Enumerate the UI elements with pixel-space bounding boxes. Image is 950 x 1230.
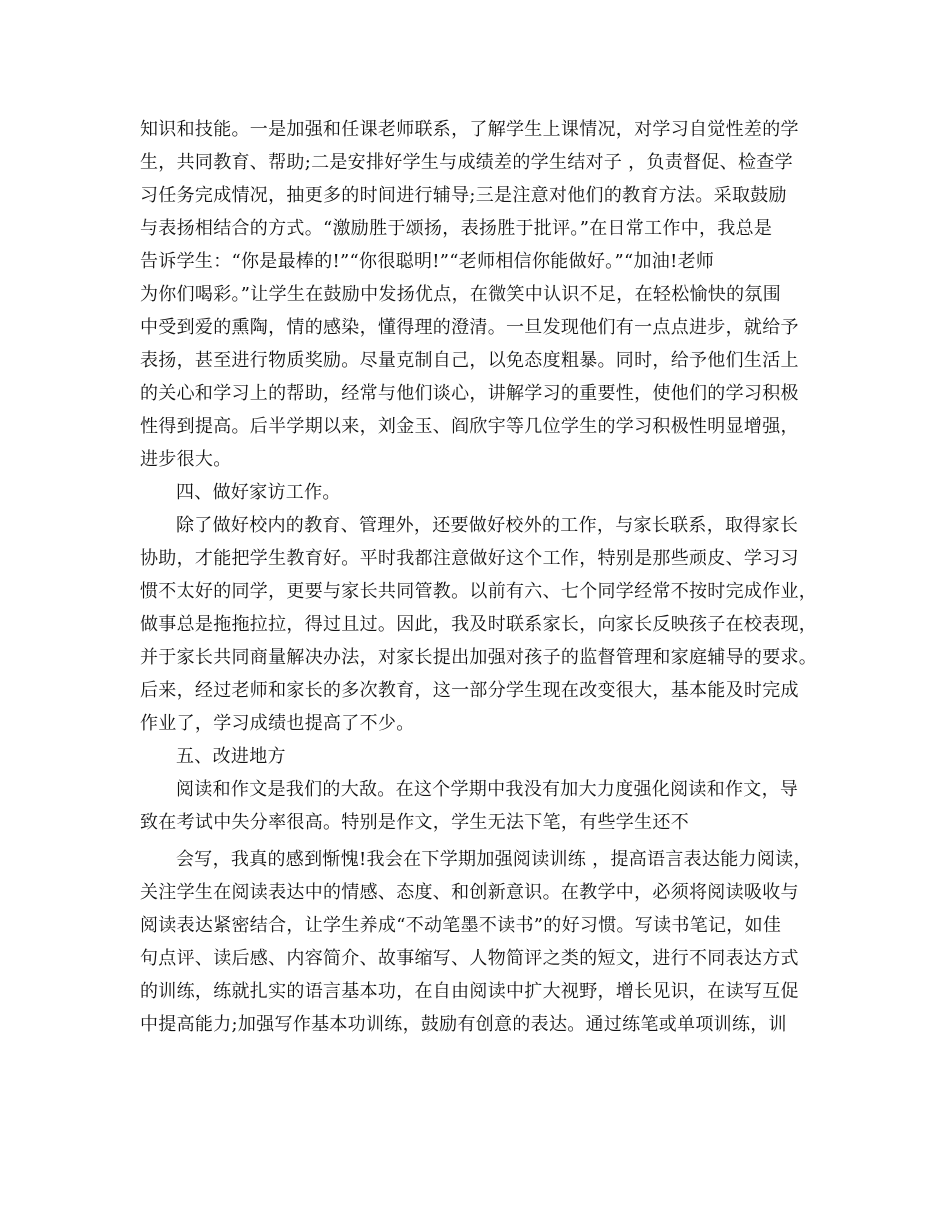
text-line: 关注学生在阅读表达中的情感、态度、和创新意识。在教学中，必须将阅读吸收与 [140, 882, 799, 903]
section-heading: 五、改进地方 [176, 746, 286, 767]
text-line: 会写，我真的感到惭愧!我会在下学期加强阅读训练 ，提高语言表达能力阅读， [176, 849, 812, 870]
text-line: 与表扬相结合的方式。“激励胜于颂扬，表扬胜于批评。”在日常工作中，我总是 [140, 218, 773, 239]
text-line: 的关心和学习上的帮助，经常与他们谈心，讲解学习的重要性，使他们的学习积极 [140, 383, 799, 404]
text-line: 性得到提高。后半学期以来，刘金玉、阎欣宇等几位学生的学习积极性明显增强， [140, 416, 799, 437]
section-heading: 四、做好家访工作。 [176, 482, 341, 503]
text-line: 进步很大。 [140, 449, 232, 470]
text-line: 中提高能力;加强写作基本功训练，鼓励有创意的表达。通过练笔或单项训练，训 [140, 1014, 787, 1035]
text-line: 致在考试中失分率很高。特别是作文，学生无法下笔，有些学生还不 [140, 812, 689, 833]
text-line: 除了做好校内的教育、管理外，还要做好校外的工作，与家长联系，取得家长 [176, 515, 799, 536]
text-line: 阅读和作文是我们的大敌。在这个学期中我没有加大力度强化阅读和作文，导 [176, 779, 799, 800]
text-line: 作业了，学习成绩也提高了不少。 [140, 713, 415, 734]
text-line: 并于家长共同商量解决办法，对家长提出加强对孩子的监督管理和家庭辅导的要求。 [140, 647, 818, 668]
text-line: 句点评、读后感、内容简介、故事缩写、人物简评之类的短文，进行不同表达方式 [140, 948, 799, 969]
text-line: 做事总是拖拖拉拉，得过且过。因此，我及时联系家长，向家长反映孩子在校表现， [140, 614, 818, 635]
text-line: 告诉学生：“你是最棒的!”“你很聪明!”“老师相信你能做好。”“加油!老师 [140, 251, 715, 272]
text-line: 协助，才能把学生教育好。平时我都注意做好这个工作，特别是那些顽皮、学习习 [140, 548, 799, 569]
text-line: 中受到爱的熏陶，情的感染，懂得理的澄清。一旦发现他们有一点点进步，就给予 [140, 317, 799, 338]
text-line: 为你们喝彩。”让学生在鼓励中发扬优点，在微笑中认识不足，在轻松愉快的氛围 [140, 284, 781, 305]
text-line: 的训练，练就扎实的语言基本功，在自由阅读中扩大视野，增长见识，在读写互促 [140, 981, 799, 1002]
text-line: 表扬，甚至进行物质奖励。尽量克制自己，以免态度粗暴。同时，给予他们生活上 [140, 350, 799, 371]
text-line: 习任务完成情况，抽更多的时间进行辅导;三是注意对他们的教育方法。采取鼓励 [140, 185, 787, 206]
text-line: 阅读表达紧密结合，让学生养成“不动笔墨不读书”的好习惯。写读书笔记，如佳 [140, 915, 782, 936]
text-line: 惯不太好的同学，更要与家长共同管教。以前有六、七个同学经常不按时完成作业， [140, 581, 818, 602]
text-line: 知识和技能。一是加强和任课老师联系，了解学生上课情况，对学习自觉性差的学 [140, 119, 799, 140]
text-line: 后来，经过老师和家长的多次教育，这一部分学生现在改变很大，基本能及时完成 [140, 680, 799, 701]
text-line: 生，共同教育、帮助;二是安排好学生与成绩差的学生结对子 ，负责督促、检查学 [140, 152, 793, 173]
